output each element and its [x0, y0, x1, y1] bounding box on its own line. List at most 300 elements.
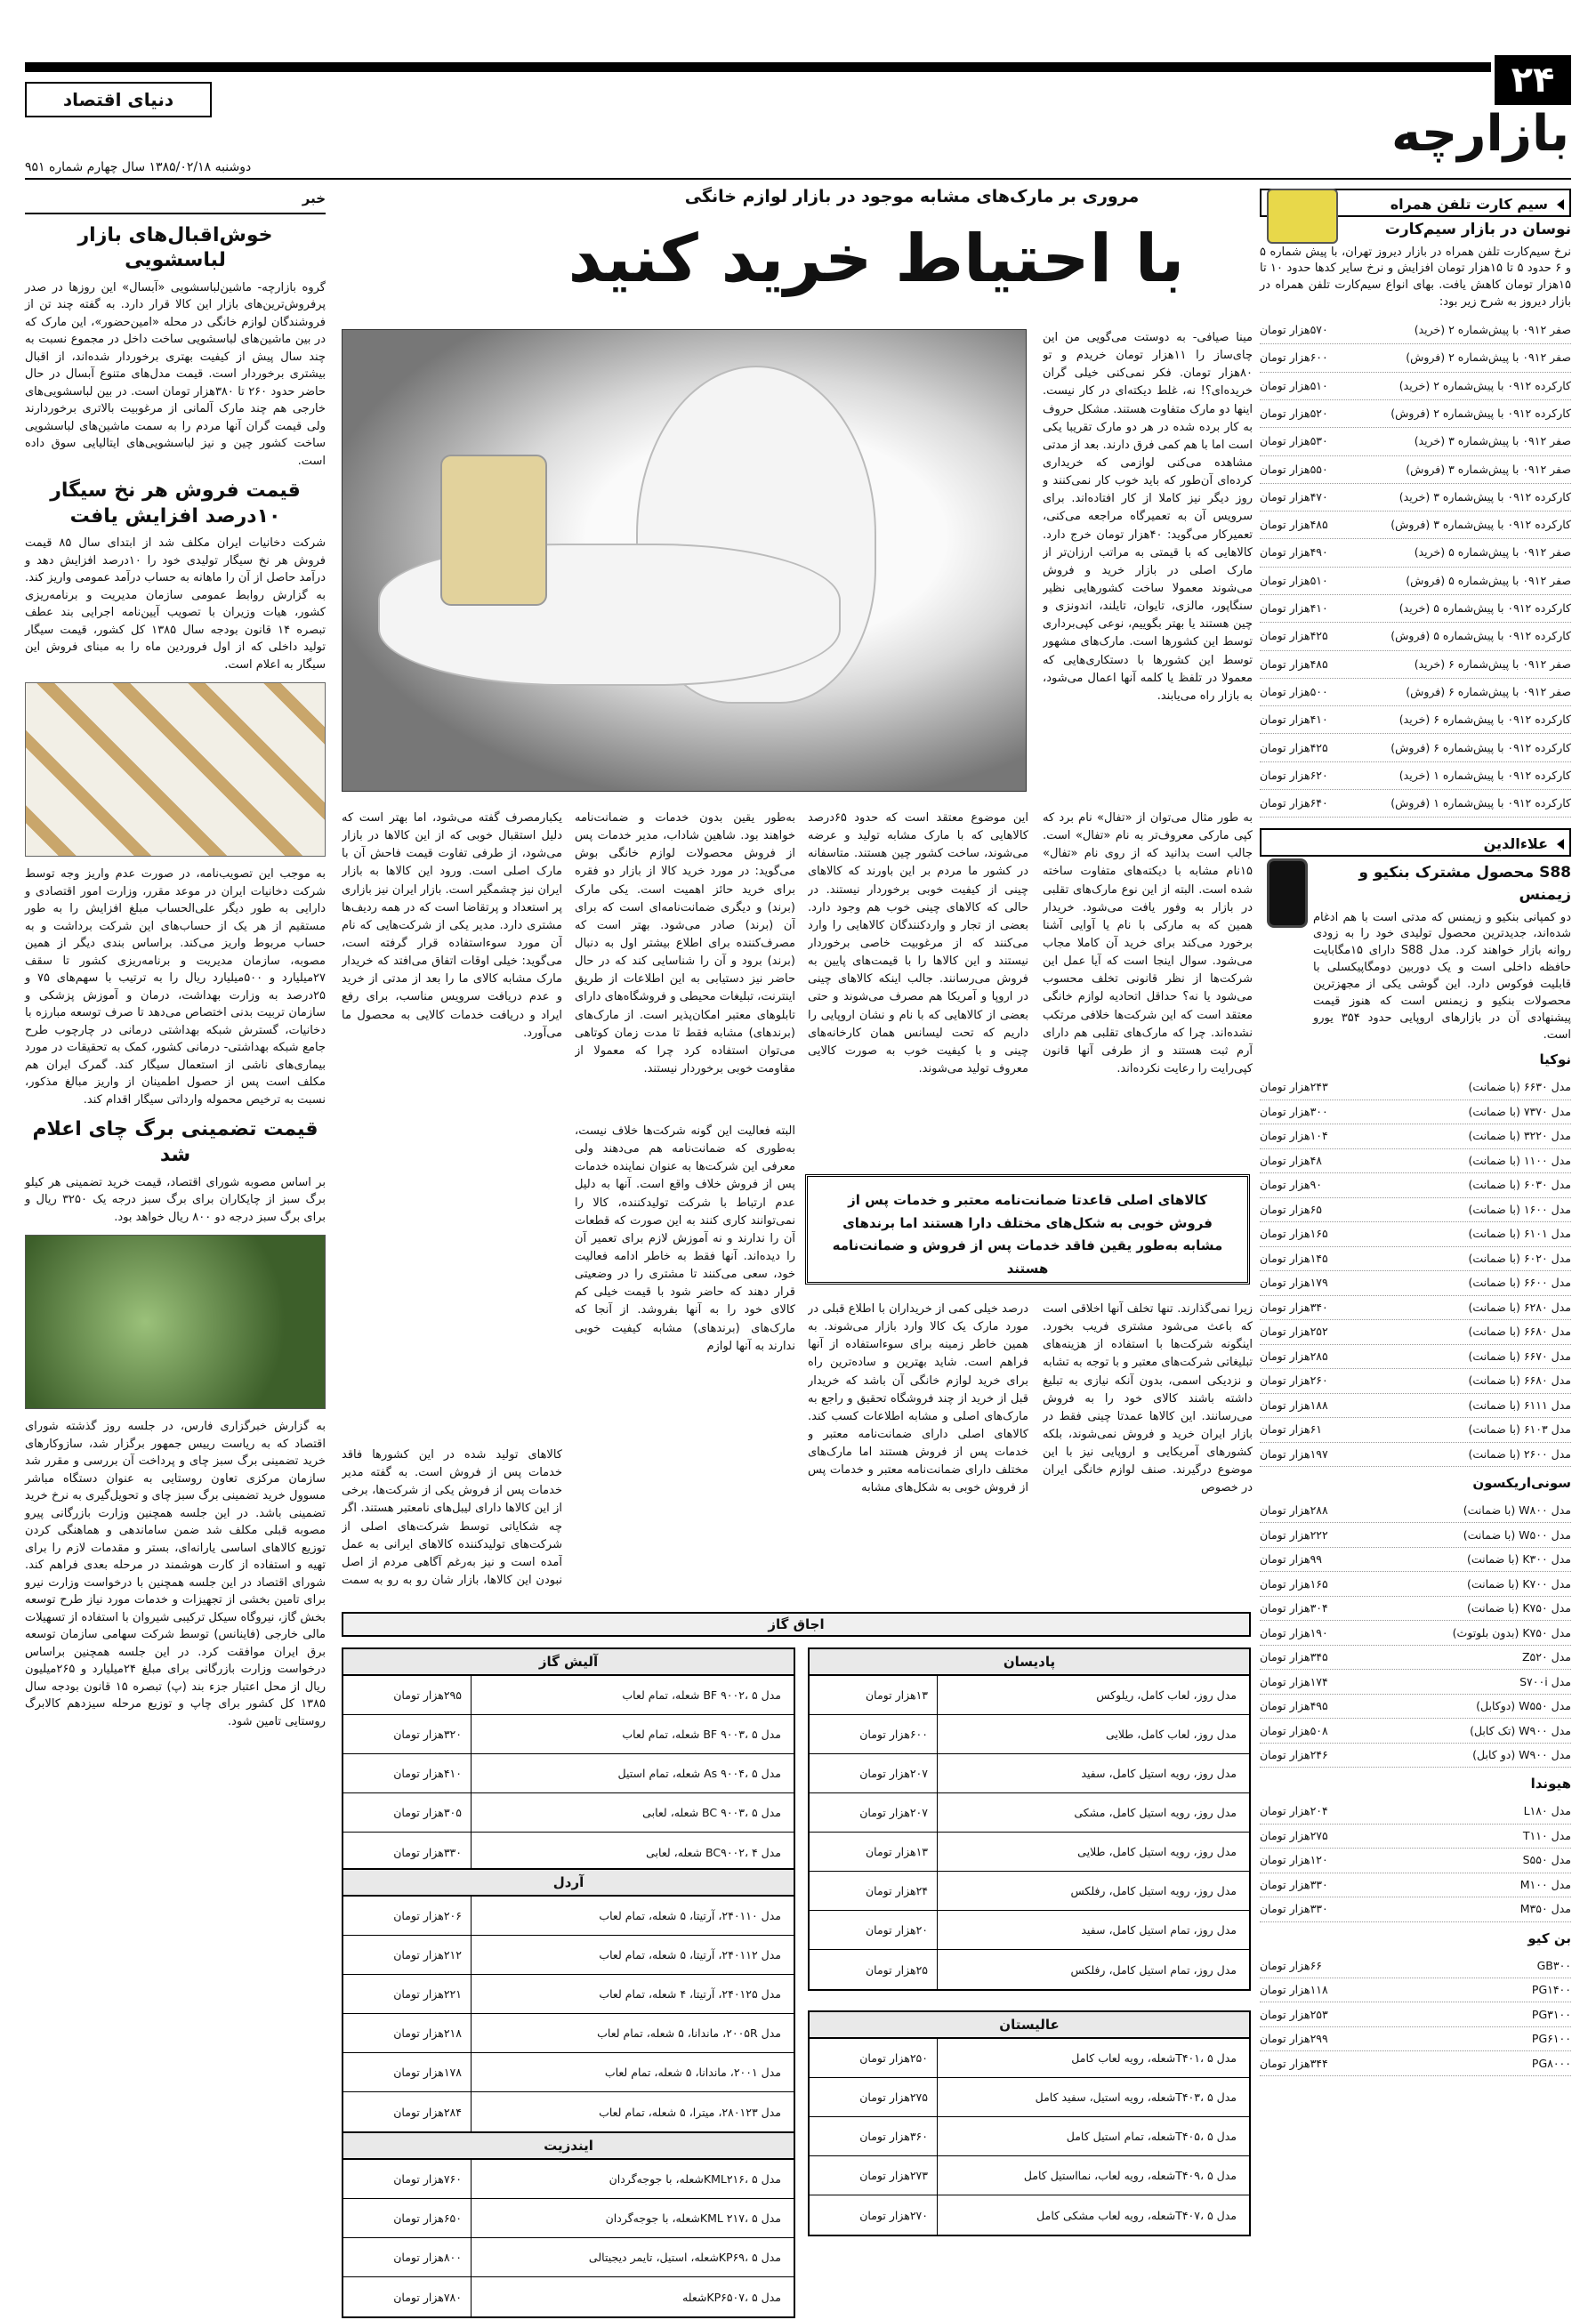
- sim-card-intro: نرخ سیم‌کارت تلفن همراه در بازار دیروز تهران، با پیش شماره ۵ و ۶ حدود ۵ تا ۱۵هزار تومان افزایش و نرخ سایر کدها حدود ۱۰ تا ۱۵هزار تومان کاهش یافت. بهای انواع سیم‌کارت تلفن همراه در بازار دیروز به شرح زیر بود:: [1260, 245, 1571, 310]
- section-title: بازارچه: [1390, 105, 1569, 163]
- news2-text: شرکت دخانیات ایران مکلف شد از ابتدای سال ۸۵ قیمت فروش هر نخ سیگار تولیدی خود را ۱۰درصد افزایش دهد و درآمد حاصل از آن را ماهانه به حساب درآمد عمومی واریز کند. به گزارش روابط عمومی سازمان مدیریت و برنامه‌ریزی کشور، هیات وزیران با تصویب آیین‌نامه اجرایی بند عطف تبصره ۱۴ قانون بودجه سال ۱۳۸۵ کل کشور، قیمت سیگار تولید داخلی که از اول فروردین ماه را به مبنای فروش این سیگار به اعلام است.: [25, 536, 326, 672]
- price-item-label: مدل Z۵۲۰: [1521, 1650, 1571, 1664]
- alishgaz-table-head: آلیش گاز: [343, 1649, 794, 1676]
- stove-price: ۲۲۱هزار تومان: [356, 1975, 472, 2013]
- stove-model: مدل روز، لعاب کامل، طلایی: [1105, 1728, 1237, 1741]
- price-list-item: [1260, 1124, 1571, 1149]
- price-item-value: ۴۱۰هزار تومان: [1260, 601, 1328, 616]
- price-list-item: [1260, 1523, 1571, 1548]
- news3-text-continued: به گزارش خبرگزاری فارس، در جلسه روز گذشته شورای اقتصاد که به ریاست رییس جمهور برگزار شد، سازوکارهای خرید تضمینی برگ سبز چای و پرداخت آن بررسی و مقرر شد سازمان مرکزی تعاون روستایی به عنوان دستگاه مباشر مسوول خرید تضمینی برگ سبز چای و تحویل‌گیری به نرخ خرید تضمینی باشد. در این جلسه همچنین وزارت بازرگانی پیرو مصوبه قبلی مکلف شد ضمن ساماندهی و هماهنگی کردن توزیع کالاهای اساسی یارانه‌ای، بستر و مقدمات لازم را برای تهیه و استفاده از کارت هوشمند در مرحله بعدی فراهم کند. شورای اقتصاد در این جلسه همچنین با درخواست وزارت نیرو برای تامین بخشی از تجهیزات و خدمات مورد نیاز طرح توسعه بخش گاز، نیروگاه سیکل ترکیبی شیروان با استفاده از تسهیلات مالی خارجی (فاینانس) توسط شرکت سهامی سازمان توسعه برق ایران موافقت کرد. در این جلسه همچنین براساس درخواست وزارت بازرگانی برای مبلغ ۲۴میلیارد و ۲۶۵میلیون ریال از محل اعتبار جزء بند (پ) تبصره ۱۵ قانون بودجه سال ۱۳۸۵ کل کشور برای چاپ و توزیع مرحله سیزدهم کالابرگ روستایی تامین شود.: [25, 1420, 326, 1728]
- stove-table-row: [810, 1872, 1249, 1911]
- stove-price: ۳۶۰هزار تومان: [822, 2117, 938, 2155]
- stove-model: مدل روز، رویه استیل کامل، مشکی: [1074, 1806, 1237, 1819]
- date-line: دوشنبه ۱۳۸۵/۰۲/۱۸ سال چهارم شماره ۹۵۱: [25, 160, 252, 174]
- price-item-label: صفر ۰۹۱۲ با پیش‌شماره ۶ (خرید): [1414, 657, 1571, 671]
- price-list-item: [1260, 2002, 1571, 2027]
- price-item-value: ۹۹هزار تومان: [1260, 1552, 1323, 1567]
- stove-price: ۷۶۰هزار تومان: [356, 2160, 472, 2198]
- price-list-item: [1260, 734, 1571, 761]
- article-pullquote: کالاهای اصلی قاعدتا ضمانت‌نامه معتبر و خدمات پس از فروش خوبی به شکل‌های مختلف دارا هستند اما برندهای مشابه به‌طور یقین فاقد خدمات پس از فروش و ضمانت‌نامه هستند: [805, 1174, 1250, 1285]
- price-list-item: [1260, 539, 1571, 567]
- price-item-value: ۳۴۴هزار تومان: [1260, 2056, 1328, 2070]
- price-list-item: [1260, 1744, 1571, 1768]
- article-column-d2: کالاهای تولید شده در این کشورها فاقد خدمات پس از فروش است. به گفته مدیر خدمات پس از فروش یکی از شرکت‌ها، برخی از این کالاها دارای لیبل‌های نامعتبر هستند. اگر چه شکایاتی توسط شرکت‌های اصلی از شرکت‌های تولیدکننده کالاهای ایرانی به عمل آمده است و نیز به‌رغم آگاهی مردم از اصل نبودن این کالاها، بازار شان رو به رو به سمت: [342, 1448, 562, 1587]
- stove-model: مدل T۴۰۷، ۵شعله، رویه لعاب مشکی کامل: [1036, 2208, 1237, 2222]
- stove-model: مدل ۲۰۰۵R، ماندانا، ۵ شعله، تمام لعاب: [597, 2026, 781, 2040]
- price-list-item: [1260, 1873, 1571, 1898]
- aladdin-head-label: علاءالدین: [1483, 835, 1548, 853]
- price-list-item: [1260, 1394, 1571, 1419]
- sony-head: سونی‌اریکسون: [1472, 1475, 1571, 1492]
- price-item-label: صفر ۰۹۱۲ با پیش‌شماره ۳ (خرید): [1414, 434, 1571, 448]
- stove-table-row: [810, 2195, 1249, 2235]
- price-item-value: ۱۴۵هزار تومان: [1260, 1251, 1328, 1265]
- price-item-value: ۱۷۴هزار تومان: [1260, 1674, 1328, 1688]
- price-item-value: ۵۰۸هزار تومان: [1260, 1723, 1328, 1737]
- price-list-item: [1260, 1149, 1571, 1174]
- price-list-item: [1260, 762, 1571, 790]
- stove-price: ۲۸۴هزار تومان: [356, 2092, 472, 2131]
- price-list-item: [1260, 1800, 1571, 1825]
- newspaper-logo: دنیای اقتصاد: [25, 82, 212, 117]
- aladdin-title: S88 محصول مشترک بنکیو و زیمنس: [1358, 864, 1571, 904]
- price-item-value: ۲۶۰هزار تومان: [1260, 1373, 1328, 1388]
- ardel-table: [342, 1868, 795, 2133]
- price-list-item: [1260, 1646, 1571, 1671]
- stove-table-row: [343, 2053, 794, 2092]
- article-column-d: یکبارمصرف گفته می‌شود، اما بهتر است که دلیل استقبال خوبی که از این کالاها در بازار می‌شود، از طرفی تفاوت قیمت فاحش آن با مارک اصلی است. ورود این کالاها به بازار ایران نیز چشمگیر است. بازار ایران نیز بازاری پر استعداد و پرتقاضا است که در همه ردیف‌ها مشتری دارد. مدیر یکی از شرکت‌هایی که نام آن مورد سوءاستفاده قرار گرفته است، می‌گوید: خیلی اوقات اتفاق می‌افتد که خریدار مارک مشابه کالای ما را بعد از مدتی از خرید و عدم دریافت سرویس مناسب، برای رفع ایراد و دریافت خدمات کالایی به محصول ما می‌آورد.: [342, 811, 562, 1040]
- price-item-value: ۴۱۰هزار تومان: [1260, 713, 1328, 727]
- price-item-label: صفر ۰۹۱۲ با پیش‌شماره ۳ (فروش): [1406, 462, 1571, 476]
- price-item-value: ۶۵هزار تومان: [1260, 1202, 1323, 1216]
- price-item-value: ۵۵۰هزار تومان: [1260, 462, 1328, 476]
- article-column-b: این موضوع معتقد است که حدود ۶۵درصد کالاهایی که با مارک مشابه تولید و عرضه می‌شوند، ساخت کشور چین هستند. متاسفانه در کشور ما مردم بر این باورند که کالاهای چینی از کیفیت خوبی برخوردار نیستند. در حالی که کالاهای چینی خوب هم وجود دارد. بعضی از تجار و واردکنندگان کالاهایی را وارد می‌کنند که از مرغوبیت خاصی برخوردار نیستند و این کالاها را با قیمت‌های پایین به فروش می‌رسانند. جالب اینکه کالاهای چینی در اروپا و آمریکا هم مصرف می‌شوند و حتی بعضی از کالاهایی که با نام و نشان اروپایی را داریم که تحت لیسانس همان کارخانه‌های چینی و با کیفیت خوب به صورت کالایی معروف تولید می‌شوند.: [808, 811, 1028, 1075]
- price-list-item: [1260, 344, 1571, 372]
- stove-price: ۲۰هزار تومان: [822, 1911, 938, 1949]
- stove-table-row: [343, 1936, 794, 1975]
- price-item-label: کارکرده ۰۹۱۲ با پیش‌شماره ۱ (فروش): [1390, 796, 1571, 810]
- padisan-table: [808, 1647, 1251, 1991]
- sim-card-title: نوسان در بازار سیم‌کارت: [1384, 221, 1571, 238]
- price-item-label: کارکرده ۰۹۱۲ با پیش‌شماره ۱ (خرید): [1399, 768, 1571, 782]
- price-item-value: ۳۳۰هزار تومان: [1260, 1877, 1328, 1891]
- price-item-label: کارکرده ۰۹۱۲ با پیش‌شماره ۵ (خرید): [1399, 601, 1571, 616]
- news-kicker: خبر: [25, 189, 326, 214]
- price-item-label: مدل ۶۰۲۰ (با ضمانت): [1468, 1251, 1571, 1265]
- price-list-item: [1260, 1978, 1571, 2003]
- price-item-label: مدل K۷۰۰ (با ضمانت): [1466, 1576, 1571, 1591]
- price-item-value: ۵۰۰هزار تومان: [1260, 684, 1328, 698]
- price-list-item: [1260, 651, 1571, 679]
- stove-price: ۲۵هزار تومان: [822, 1950, 938, 1989]
- stove-table-row: [810, 1793, 1249, 1833]
- price-item-value: ۲۷۵هزار تومان: [1260, 1828, 1328, 1842]
- price-list-item: [1260, 400, 1571, 428]
- price-item-label: مدل W۵۵۰ (دوکابل): [1476, 1699, 1571, 1713]
- price-item-value: ۴۸هزار تومان: [1260, 1153, 1323, 1167]
- price-list-item: [1260, 1621, 1571, 1646]
- stove-model: مدل روز، رویه استیل کامل، طلایی: [1077, 1845, 1237, 1858]
- stove-model: مدل T۴۰۵، ۵شعله، تمام استیل کامل: [1066, 2130, 1237, 2143]
- stove-table-row: [343, 1793, 794, 1833]
- price-item-label: مدل S۷۰۰i: [1519, 1674, 1571, 1688]
- sim-price-list: [1260, 317, 1571, 818]
- price-item-value: ۲۸۵هزار تومان: [1260, 1349, 1328, 1363]
- price-item-value: ۱۸۸هزار تومان: [1260, 1398, 1328, 1412]
- price-item-label: کارکرده ۰۹۱۲ با پیش‌شماره ۵ (فروش): [1390, 629, 1571, 643]
- price-list-item: [1260, 1897, 1571, 1922]
- article-headline: با احتیاط خرید کنید: [568, 221, 1185, 297]
- stove-price: ۱۷۸هزار تومان: [356, 2053, 472, 2091]
- price-item-label: کارکرده ۰۹۱۲ با پیش‌شماره ۳ (فروش): [1390, 518, 1571, 532]
- price-item-label: مدل W۹۰۰ (تک کابل): [1470, 1723, 1571, 1737]
- stove-model: مدل ۲۸۰۱۲۳، میترا، ۵ شعله، تمام لعاب: [599, 2105, 781, 2119]
- price-item-value: ۳۰۰هزار تومان: [1260, 1104, 1328, 1118]
- price-item-label: مدل ۶۱۰۱ (با ضمانت): [1468, 1227, 1571, 1241]
- price-list-item: [1260, 1953, 1571, 1978]
- stove-table-row: [810, 2039, 1249, 2078]
- article-column-a: به طور مثال می‌توان از «تفال» نام برد که کپی مارکی معروف‌تر به نام «تفال» است. جالب است بدانید که از روی نام «تفال» ۱۵نام مشابه با دیکته‌های متفاوت ساخته شده است. البته از این نوع مارک‌های تقلبی در بازار به وفور یافت می‌شود. خریدار همین که به مارکی با نام یا آوایی آشنا برخورد می‌کند برای خرید آن کاملا مجاب می‌شود. سوال اینجا است که آیا عمل این شرکت‌ها از نظر قانونی تخلف محسوب می‌شود یا نه؟ حداقل اتحادیه لوازم خانگی معتقد است که این شرکت‌ها خلافی مرتکب نشده‌اند. چرا که مارک‌های تقلبی هم دارای آرم ثبت هستند و از طرفی آنها قانون کپی‌رایت را رعایت نکرده‌اند.: [1043, 811, 1253, 1075]
- stove-model: مدل روز، لعاب کامل، ریلوکس: [1096, 1688, 1237, 1702]
- price-item-value: ۴۹۵هزار تومان: [1260, 1699, 1328, 1713]
- price-item-label: مدل M۱۰۰: [1519, 1877, 1571, 1891]
- aladdin-text: دو کمپانی بنکیو و زیمنس که مدتی است با هم ادغام شده‌اند، جدیدترین محصول تولیدی خود را به زودی روانه بازار خواهند کرد. مدل S88 دارای ۱۵مگابایت حافظه داخلی است و یک دوربین دومگاپیکسلی با قابلیت فوکوس دارد. این گوشی یکی از مجهزترین محصولات بنکیو و زیمنس است که هنوز قیمت پیشنهادی آن در بازارهای اروپایی حدود ۳۵۴ یورو است.: [1313, 910, 1571, 1042]
- article-column-intro: مینا صیافی- به دوستت می‌گویی من این چای‌ساز را ۱۱هزار تومان خریدم و تو ۸۰هزار تومان. فکر نمی‌کنی خیلی گران خریده‌ای؟! نه، غلط دیکته‌ای در کار نیست. اینها دو مارک متفاوت هستند. مشکل حروف به کار برده شده در هر دو مارک تقریبا یکی است اما با هم کمی فرق دارند. بعد از مدتی مشاهده می‌کنی لوازمی که خریداری کرده‌ای آن‌طور که باید خوب کار نمی‌کنند و روز دیگر نیز کاملا از کار افتاده‌اند. برای سرویس آن به تعمیرگاه مراجعه می‌کنی، تعمیرکار می‌گوید: ۴۰هزار تومان خرج دارد. کالاهایی که با قیمتی به مراتب ارزان‌تر از مارک اصلی در بازار خرید و فروش می‌شوند معمولا ساخت کشورهایی نظیر سنگاپور، مالزی، تایوان، تایلند، اندونزی و چین هستند یا بهتر بگوییم، نوعی کپی‌برداری توسط این کشورها است. مارک‌های مشهور توسط این کشورها با دستکاری‌هایی که معمولا در تلفظ یا کلمه آنها اعمال می‌شود، به بازار راه می‌یابند.: [1043, 331, 1253, 703]
- price-item-value: ۱۰۴هزار تومان: [1260, 1129, 1328, 1143]
- stove-price: ۳۰۵هزار تومان: [356, 1793, 472, 1832]
- price-item-label: مدل K۷۵۰ (بدون بلوتوث): [1452, 1625, 1571, 1639]
- stove-model: مدل ۲۴۰۱۱۰، آرتیتا، ۵ شعله، تمام لعاب: [599, 1909, 781, 1922]
- stove-table-row: [810, 1676, 1249, 1715]
- stove-model: مدل KP۶۵۰۷، ۵شعله: [682, 2290, 781, 2304]
- price-list-item: [1260, 790, 1571, 818]
- stove-table-row: [810, 1950, 1249, 1989]
- stove-table-row: [343, 1897, 794, 1936]
- article-column-c: به‌طور یقین بدون خدمات و ضمانت‌نامه خواهند بود. شاهین شاداب، مدیر خدمات پس از فروش محصولات لوازم خانگی بوش می‌گوید: در مورد خرید کالا از بازار دو فقره برای خرید حائز اهمیت است. یکی مارک (برند) و دیگری ضمانت‌نامه‌ای است که برای آن (برند) صادر می‌شود. بهتر است که مصرف‌کننده برای اطلاع بیشتر اول به دنبال (برند) برود و آن را شناسایی کند که در حال حاضر نیز دستیابی به این اطلاعات از طریق اینترنت، تبلیغات محیطی و فروشگاه‌های دارای تابلوهای معتبر امکان‌پذیر است. از مارک‌های (برندهای) مشابه فقط تا مدت زمان کوتاهی می‌توان استفاده کرد چرا که معمولا از مقاومت خوبی برخوردار نیستند.: [575, 811, 795, 1075]
- honda-price-list: [1260, 1800, 1571, 1922]
- price-list-item: [1260, 1100, 1571, 1125]
- indesit-rows: [343, 2160, 794, 2316]
- price-list-item: [1260, 1597, 1571, 1622]
- price-list-item: [1260, 1418, 1571, 1443]
- price-item-label: صفر ۰۹۱۲ با پیش‌شماره ۲ (فروش): [1406, 350, 1571, 365]
- left-column: [25, 189, 326, 2295]
- indesit-table-head: ایندزیت: [343, 2133, 794, 2160]
- price-item-value: ۴۹۰هزار تومان: [1260, 545, 1328, 560]
- nokia-head: نوکیا: [1539, 1051, 1571, 1068]
- stove-price: ۷۸۰هزار تومان: [356, 2277, 472, 2316]
- stove-table-row: [343, 2277, 794, 2316]
- price-item-label: مدل ۶۱۱۱ (با ضمانت): [1468, 1398, 1571, 1412]
- benq-price-list: [1260, 1953, 1571, 2076]
- price-list-item: [1260, 1499, 1571, 1524]
- price-list-item: [1260, 1222, 1571, 1247]
- price-item-value: ۳۴۵هزار تومان: [1260, 1650, 1328, 1664]
- stove-price: ۲۱۸هزار تومان: [356, 2014, 472, 2052]
- price-item-label: مدل K۷۵۰ (با ضمانت): [1466, 1601, 1571, 1615]
- header-underline: [25, 178, 1571, 180]
- price-list-item: [1260, 568, 1571, 595]
- price-list-item: [1260, 1670, 1571, 1695]
- price-list-item: [1260, 484, 1571, 512]
- price-list-item: [1260, 456, 1571, 484]
- price-list-item: [1260, 1345, 1571, 1370]
- sim-card-head-label: سیم کارت تلفن همراه: [1390, 196, 1548, 213]
- price-item-value: ۶۴۰هزار تومان: [1260, 796, 1328, 810]
- stove-model: مدل T۴۰۱، ۵شعله، رویه لعاب کامل: [1071, 2051, 1237, 2065]
- stove-model: مدل روز، رویه استیل کامل، سفید: [1081, 1767, 1237, 1780]
- stove-price: ۸۰۰هزار تومان: [356, 2238, 472, 2276]
- stove-table-row: [343, 2160, 794, 2199]
- price-list-item: [1260, 317, 1571, 344]
- stove-table-row: [343, 2014, 794, 2053]
- price-item-value: ۲۸۸هزار تومان: [1260, 1503, 1328, 1518]
- price-item-label: کارکرده ۰۹۱۲ با پیش‌شماره ۶ (فروش): [1390, 740, 1571, 754]
- price-item-label: مدل ۶۶۷۰ (با ضمانت): [1468, 1349, 1571, 1363]
- price-item-value: ۵۷۰هزار تومان: [1260, 323, 1328, 337]
- stove-model: مدل BC ۹۰۰۳، ۵ شعله، لعابی: [642, 1806, 781, 1819]
- cigarettes-photo: [25, 682, 326, 857]
- stove-table-row: [343, 2238, 794, 2277]
- price-item-label: مدل W۸۰۰ (با ضمانت): [1463, 1503, 1571, 1518]
- price-item-label: مدل S۵۵۰: [1522, 1853, 1571, 1867]
- alistan-table-head: عالیستان: [810, 2012, 1249, 2039]
- stove-model: مدل BF ۹۰۰۳، ۵ شعله، تمام لعاب: [622, 1728, 781, 1741]
- stove-price: ۶۵۰هزار تومان: [356, 2199, 472, 2237]
- price-item-value: ۴۲۵هزار تومان: [1260, 740, 1328, 754]
- price-item-label: مدل ۶۰۳۰ (با ضمانت): [1468, 1178, 1571, 1192]
- price-item-value: ۲۵۳هزار تومان: [1260, 2007, 1328, 2021]
- stove-table-row: [343, 1833, 794, 1872]
- price-item-label: مدل W۹۰۰ (دو کابل): [1472, 1748, 1571, 1762]
- price-list-item: [1260, 1173, 1571, 1198]
- price-item-value: ۳۳۰هزار تومان: [1260, 1902, 1328, 1916]
- stove-model: مدل As ۹۰۰۴، ۵ شعله، تمام استیل: [617, 1767, 781, 1780]
- stove-price: ۲۴هزار تومان: [822, 1872, 938, 1910]
- aladdin-box-head: [1260, 828, 1571, 857]
- article-column-a2: زیرا نمی‌گذارند. تنها تخلف آنها اخلاقی است که باعث می‌شود مشتری فریب بخورد. اینگونه شرکت‌ها با استفاده از هزینه‌های تبلیغاتی شرکت‌های معتبر و با توجه به تشابه و نزدیکی اسمی، بدون آنکه نیازی به تبلیغ داشته باشند کالای خود را به فروش می‌رسانند. این کالاها عمدتا چینی فقط در بازار ایران خرید و فروش نمی‌شوند، بلکه کشورهای آمریکایی و اروپایی نیز با این موضوع درگیرند. صنف لوازم خانگی ایران در خصوص: [1043, 1302, 1253, 1495]
- price-item-value: ۱۹۷هزار تومان: [1260, 1446, 1328, 1461]
- stove-price: ۲۷۵هزار تومان: [822, 2078, 938, 2116]
- stove-table-row: [810, 2117, 1249, 2156]
- price-item-label: کارکرده ۰۹۱۲ با پیش‌شماره ۲ (خرید): [1399, 378, 1571, 392]
- stove-model: مدل روز، تمام استیل کامل، سفید: [1081, 1923, 1237, 1937]
- stove-model: مدل BF ۹۰۰۲، ۵ شعله، تمام لعاب: [622, 1688, 781, 1702]
- header-rule: [25, 62, 1491, 72]
- price-list-item: [1260, 1572, 1571, 1597]
- stove-model: مدل ۲۴۰۱۲۵، آرتیتا، ۴ شعله، تمام لعاب: [599, 1987, 781, 2001]
- stove-price: ۳۳۰هزار تومان: [356, 1833, 472, 1872]
- stove-price: ۲۱۲هزار تومان: [356, 1936, 472, 1974]
- stove-price: ۲۰۷هزار تومان: [822, 1754, 938, 1792]
- news2-title: قیمت فروش هر نخ سیگار ۱۰درصد افزایش یافت: [50, 479, 301, 528]
- price-item-value: ۲۹۹هزار تومان: [1260, 2032, 1328, 2046]
- price-item-value: ۴۷۰هزار تومان: [1260, 489, 1328, 503]
- indesit-table: [342, 2131, 795, 2318]
- price-item-value: ۲۰۴هزار تومان: [1260, 1804, 1328, 1818]
- price-list-item: [1260, 1719, 1571, 1744]
- price-item-value: ۶۶هزار تومان: [1260, 1958, 1323, 1972]
- news3-title: قیمت تضمینی برگ چای اعلام شد: [32, 1118, 318, 1166]
- triangle-bullet-icon: [1557, 839, 1564, 850]
- price-item-label: کارکرده ۰۹۱۲ با پیش‌شماره ۳ (خرید): [1399, 489, 1571, 503]
- price-item-label: مدل W۵۰۰ (با ضمانت): [1463, 1527, 1571, 1542]
- price-item-value: ۱۷۹هزار تومان: [1260, 1276, 1328, 1290]
- price-item-label: صفر ۰۹۱۲ با پیش‌شماره ۵ (فروش): [1406, 573, 1571, 587]
- stove-price: ۱۳هزار تومان: [822, 1676, 938, 1714]
- stove-price: ۲۹۵هزار تومان: [356, 1676, 472, 1714]
- article-supertitle: مروری بر مارک‌های مشابه موجود در بازار لوازم خانگی: [684, 187, 1140, 206]
- kettle-teapot-photo: [342, 329, 1027, 792]
- price-item-value: ۲۲۲هزار تومان: [1260, 1527, 1328, 1542]
- stove-model: مدل KP۶۹، ۵شعله، استیل، تایمر دیجیتالی: [588, 2251, 781, 2264]
- price-item-label: مدل ۱۶۰۰ (با ضمانت): [1468, 1202, 1571, 1216]
- stove-table-row: [343, 1754, 794, 1793]
- stove-model: مدل T۴۰۹، ۵شعله، رویه لعاب، نمااستیل کامل: [1023, 2169, 1237, 2182]
- mobile-phone-icon: [1267, 858, 1308, 928]
- stove-table-row: [810, 2078, 1249, 2117]
- price-list-item: [1260, 1271, 1571, 1296]
- article-column-c2: البته فعالیت این گونه شرکت‌ها خلاف نیست، به‌طوری که ضمانت‌نامه هم می‌دهند ولی معرفی این شرکت‌ها به عنوان نماینده خدمات پس از فروش خلاف واقع است. آنها به دلیل عدم ارتباط با شرکت تولیدکننده، کالا را نمی‌توانند کاری کنند به این صورت که قطعات آن را ندارند و نه آموزش لازم برای تعمیر آن را دیده‌اند. آنها فقط به خاطر ادامه فعالیت خود، سعی می‌کنند تا مشتری را در وضعیتی قرار دهند که حاضر شود با قیمت خیلی کم کالای خود را به آنها بفروشد. از آنجا که مارک‌های (برندهای) مشابه کیفیت خوبی ندارند به آنها لوازم: [575, 1124, 795, 1353]
- price-item-label: مدل T۱۱۰: [1522, 1828, 1571, 1842]
- stove-table-row: [343, 2092, 794, 2131]
- stove-model: مدل روز، تمام استیل کامل، رفلکس: [1070, 1962, 1237, 1977]
- sim-card-icon: [1267, 189, 1338, 244]
- stove-price: ۲۰۶هزار تومان: [356, 1897, 472, 1935]
- padisan-table-head: پادیسان: [810, 1649, 1249, 1676]
- stove-model: مدل BC۹۰۰۲، ۴ شعله، لعابی: [646, 1845, 781, 1859]
- price-list-item: [1260, 1825, 1571, 1849]
- stove-model: مدل ۲۰۰۱، ماندانا، ۵ شعله، تمام لعاب: [604, 2066, 781, 2079]
- alistan-rows: [810, 2039, 1249, 2235]
- price-item-label: مدل ۳۲۲۰ (با ضمانت): [1468, 1129, 1571, 1143]
- price-list-item: [1260, 1296, 1571, 1321]
- ardel-rows: [343, 1897, 794, 2131]
- price-list-item: [1260, 1198, 1571, 1223]
- price-item-value: ۵۱۰هزار تومان: [1260, 378, 1328, 392]
- stove-price: ۲۷۳هزار تومان: [822, 2156, 938, 2195]
- nokia-price-list: [1260, 1075, 1571, 1467]
- price-item-label: کارکرده ۰۹۱۲ با پیش‌شماره ۶ (خرید): [1399, 713, 1571, 727]
- price-item-value: ۶۱هزار تومان: [1260, 1422, 1323, 1437]
- stove-price: ۶۰۰هزار تومان: [822, 1715, 938, 1753]
- price-item-label: GB۳۰۰: [1536, 1958, 1571, 1972]
- price-item-label: مدل ۶۶۸۰ (با ضمانت): [1468, 1325, 1571, 1339]
- price-item-label: مدل L۱۸۰: [1523, 1804, 1571, 1818]
- price-list-item: [1260, 2051, 1571, 2076]
- price-item-label: صفر ۰۹۱۲ با پیش‌شماره ۲ (خرید): [1414, 323, 1571, 337]
- price-list-item: [1260, 706, 1571, 734]
- price-item-label: مدل ۶۶۳۰ (با ضمانت): [1468, 1080, 1571, 1094]
- price-list-item: [1260, 1548, 1571, 1573]
- price-item-value: ۴۸۵هزار تومان: [1260, 657, 1328, 671]
- benq-head: بن کیو: [1527, 1929, 1571, 1946]
- price-list-item: [1260, 428, 1571, 455]
- price-list-item: [1260, 2027, 1571, 2052]
- stove-price: ۲۰۷هزار تومان: [822, 1793, 938, 1832]
- price-item-value: ۶۲۰هزار تومان: [1260, 768, 1328, 782]
- price-item-label: مدل ۷۳۷۰ (با ضمانت): [1468, 1104, 1571, 1118]
- price-item-label: مدل M۳۵۰: [1519, 1902, 1571, 1916]
- price-list-item: [1260, 1369, 1571, 1394]
- price-item-label: PG۱۴۰۰: [1531, 1983, 1571, 1997]
- news1-text: گروه بازارچه- ماشین‌لباسشویی «آبسال» این روزها در صدر پرفروش‌ترین‌های بازار این کالا قرار دارد. به گفته چند تن از فروشندگان لوازم خانگی در محله «امین‌حضور»، این مارک که در بین ماشین‌های لباسشویی ساخت داخل در مجموع نسبت به چند سال پیش از کیفیت بهتری برخوردار شده‌اند، از اقبال بیشتری برخوردار است. قیمت مدل‌های متنوع آبسال در حال حاضر حدود ۲۶۰ تا ۳۸۰هزار تومان است. در بین لباسشویی‌های خارجی هم چند مارک آلمانی از مرغوبیت بالاتری برخوردارند ولی قیمت گران آنها مردم را به سمت ماشین‌های لباسشویی ساخت کشور چین و نیز لباسشویی‌های ایتالیایی سوق داده است.: [25, 280, 326, 468]
- price-item-value: ۱۶۵هزار تومان: [1260, 1576, 1328, 1591]
- price-list-item: [1260, 512, 1571, 539]
- right-column: [1260, 189, 1571, 2295]
- stove-price: ۱۳هزار تومان: [822, 1833, 938, 1871]
- price-item-value: ۵۱۰هزار تومان: [1260, 573, 1328, 587]
- stove-table-row: [343, 1676, 794, 1715]
- stove-price: ۲۷۰هزار تومان: [822, 2195, 938, 2235]
- stove-model: مدل T۴۰۳، ۵شعله، رویه استیل، سفید کامل: [1035, 2090, 1237, 2104]
- article-column-b2: درصد خیلی کمی از خریداران با اطلاع قبلی در مورد مارک یک کالا وارد بازار می‌شوند. به همین خاطر زمینه برای سوءاستفاده از آنها فراهم است. شاید بهترین و ساده‌ترین راه برای خرید لوازم خانگی آن باشد که خریدار قبل از خرید از چند فروشگاه تحقیق و راجع به مارک‌های اصلی و مشابه اطلاعات کسب کند. کالاهای اصلی دارای ضمانت‌نامه معتبر و خدمات پس از فروش هستند اما مارک‌های مختلف دارای ضمانت‌نامه معتبر و خدمات پس از فروش خوبی به شکل‌های مشابه: [808, 1302, 1028, 1495]
- price-item-label: مدل ۶۶۰۰ (با ضمانت): [1468, 1276, 1571, 1290]
- price-item-label: PG۸۰۰۰: [1531, 2056, 1571, 2070]
- stove-table-row: [343, 1715, 794, 1754]
- price-list-item: [1260, 1320, 1571, 1345]
- gas-stove-banner: اجاق گاز: [342, 1612, 1251, 1637]
- stove-table-row: [343, 2199, 794, 2238]
- price-item-value: ۳۰۴هزار تومان: [1260, 1601, 1328, 1615]
- price-list-item: [1260, 679, 1571, 706]
- price-item-value: ۱۹۰هزار تومان: [1260, 1625, 1328, 1639]
- news3-text: بر اساس مصوبه شورای اقتصاد، قیمت خرید تضمینی هر کیلو برگ سبز از چایکاران برای برگ سبز درجه یک ۳۲۵۰ ریال و برای برگ سبز درجه دو ۸۰۰ ریال خواهد بود.: [25, 1175, 326, 1224]
- sony-price-list: [1260, 1499, 1571, 1768]
- page-number: ۲۴: [1495, 55, 1571, 105]
- ardel-table-head: آردل: [343, 1870, 794, 1897]
- stove-model: مدل KML ۲۱۷، ۵شعله، با جوجه‌گردان: [605, 2211, 781, 2225]
- price-list-item: [1260, 595, 1571, 623]
- stove-table-row: [810, 1911, 1249, 1950]
- price-list-item: [1260, 373, 1571, 400]
- tea-leaves-photo: [25, 1235, 326, 1409]
- price-item-value: ۱۶۵هزار تومان: [1260, 1227, 1328, 1241]
- news1-title: خوش‌اقبال‌های بازار لباسشویی: [77, 223, 273, 272]
- price-item-label: PG۶۱۰۰: [1531, 2032, 1571, 2046]
- stove-table-row: [810, 1715, 1249, 1754]
- price-item-value: ۲۴۶هزار تومان: [1260, 1748, 1328, 1762]
- price-item-value: ۴۸۵هزار تومان: [1260, 518, 1328, 532]
- stove-price: ۴۱۰هزار تومان: [356, 1754, 472, 1792]
- price-list-item: [1260, 1695, 1571, 1720]
- price-list-item: [1260, 1443, 1571, 1468]
- price-item-label: مدل K۳۰۰ (با ضمانت): [1466, 1552, 1571, 1567]
- price-item-value: ۱۲۰هزار تومان: [1260, 1853, 1328, 1867]
- price-item-value: ۲۴۳هزار تومان: [1260, 1080, 1328, 1094]
- price-item-label: صفر ۰۹۱۲ با پیش‌شماره ۵ (خرید): [1414, 545, 1571, 560]
- price-item-value: ۵۳۰هزار تومان: [1260, 434, 1328, 448]
- stove-price: ۲۵۰هزار تومان: [822, 2039, 938, 2077]
- price-item-label: صفر ۰۹۱۲ با پیش‌شماره ۶ (فروش): [1406, 684, 1571, 698]
- price-item-value: ۲۵۲هزار تومان: [1260, 1325, 1328, 1339]
- price-item-label: مدل ۶۶۸۰ (با ضمانت): [1468, 1373, 1571, 1388]
- stove-model: مدل روز، رویه استیل کامل، رفلکس: [1070, 1884, 1237, 1897]
- price-item-label: مدل ۶۲۸۰ (با ضمانت): [1468, 1300, 1571, 1314]
- tea-infuser-shape: [440, 455, 547, 606]
- stove-model: مدل ۲۴۰۱۱۲، آرتیتا، ۵ شعله، تمام لعاب: [599, 1948, 781, 1962]
- stove-table-row: [810, 2156, 1249, 2195]
- stove-table-row: [810, 1754, 1249, 1793]
- price-list-item: [1260, 1247, 1571, 1272]
- alistan-table: [808, 2010, 1251, 2236]
- price-item-value: ۳۴۰هزار تومان: [1260, 1300, 1328, 1314]
- stove-table-row: [343, 1975, 794, 2014]
- price-item-label: مدل ۲۶۰۰ (با ضمانت): [1468, 1446, 1571, 1461]
- price-item-label: مدل ۶۱۰۳ (با ضمانت): [1468, 1422, 1571, 1437]
- price-list-item: [1260, 1849, 1571, 1873]
- price-item-label: کارکرده ۰۹۱۲ با پیش‌شماره ۲ (فروش): [1390, 406, 1571, 420]
